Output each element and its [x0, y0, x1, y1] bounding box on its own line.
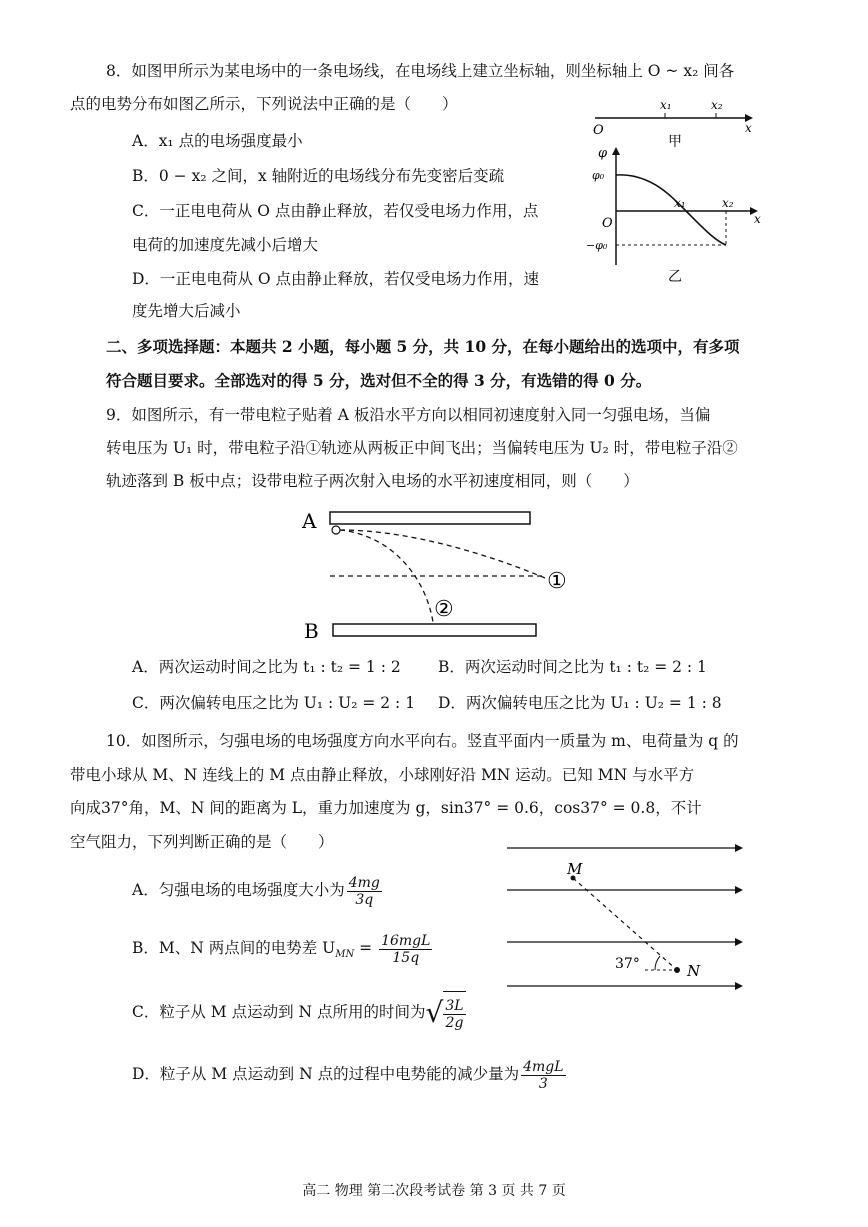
m-label: M [567, 860, 583, 878]
q10-option-b [132, 926, 432, 977]
jia-x1-label: x₁ [660, 98, 672, 112]
q9-option-c: C．两次偏转电压之比为 U₁ : U₂ = 2 : 1 [132, 694, 416, 712]
q10-b-eq: = [354, 939, 378, 957]
q8-stem-line1: 8．如图甲所示为某电场中的一条电场线，在电场线上建立坐标轴，则坐标轴上 O ~ x₂ 间各 [106, 62, 735, 80]
q10-option-a [132, 868, 382, 912]
yi-phi0-label: φ₀ [592, 169, 605, 182]
path1-label: ① [547, 569, 567, 594]
angle-label: 37° [615, 956, 640, 972]
yi-x2-label: x₂ [722, 196, 734, 210]
page-footer: 高二 物理 第二次段考试卷 第 3 页 共 7 页 [302, 1183, 566, 1199]
arrow-right-icon [735, 844, 743, 852]
q10-stem-line3: 向成37°角，M、N 间的距离为 L，重力加速度为 g，sin37° = 0.6，cos37° = 0.8，不计 [70, 799, 702, 817]
q9-option-d: D．两次偏转电压之比为 U₁ : U₂ = 1 : 8 [438, 694, 722, 712]
q10-option-c [132, 990, 466, 1036]
q10-option-d [132, 1052, 566, 1096]
q10-stem-line4: 空气阻力，下列判断正确的是（ ） [70, 833, 334, 851]
q8-option-b: B．0 − x₂ 之间，x 轴附近的电场线分布先变密后变疏 [132, 167, 505, 185]
q10-c-text: C．粒子从 M 点运动到 N 点所用的时间为 [132, 1003, 426, 1021]
q10-stem-line2: 带电小球从 M、N 连线上的 M 点由静止释放，小球刚好沿 MN 运动。已知 MN 与水平方 [70, 766, 695, 784]
q9-stem-line1: 9．如图所示，有一带电粒子贴着 A 板沿水平方向以相同初速度射入同一匀强电场，当偏 [106, 406, 711, 424]
jia-x2-label: x₂ [711, 98, 723, 112]
arrow-right-icon [735, 938, 743, 946]
q8-option-d-line1: D．一正电电荷从 O 点由静止释放，若仅受电场力作用，速 [132, 270, 539, 288]
arrow-right-icon [735, 886, 743, 894]
q9-figure [300, 500, 590, 650]
yi-phi-label: φ [598, 146, 608, 161]
q10-c-num: 3L [445, 998, 464, 1015]
q10-a-num: 4mg [348, 874, 380, 891]
q10-d-fraction [521, 1059, 565, 1092]
q10-d-den: 3 [538, 1075, 548, 1092]
q10-c-sqrt: √ $\frac{3L}{2g}$ [426, 990, 466, 1036]
q8-option-a: A．x₁ 点的电场强度最小 [132, 132, 303, 150]
q8-figure-yi [586, 145, 770, 290]
q9-option-b: B．两次运动时间之比为 t₁ : t₂ = 2 : 1 [438, 658, 707, 676]
plate-b-label: B [304, 619, 319, 643]
yi-x-label: x [754, 212, 761, 226]
yi-x1-label: x₁ [674, 196, 686, 210]
jia-o-label: O [593, 123, 604, 138]
path2-label: ② [434, 597, 454, 622]
plate-b [333, 624, 536, 636]
q8-option-c-line2: 电荷的加速度先减小后增大 [132, 236, 319, 254]
q10-figure [505, 838, 750, 998]
q10-b-den: 15q [392, 949, 420, 966]
yi-o-label: O [602, 216, 613, 231]
yi-caption: 乙 [668, 269, 682, 285]
particle [332, 526, 340, 534]
trajectory-1 [340, 530, 545, 578]
jia-caption: 甲 [668, 134, 682, 150]
potential-curve [616, 175, 726, 245]
q8-figure-jia [585, 92, 765, 152]
q10-a-den: 3q [355, 891, 374, 908]
q9-stem-line3: 轨迹落到 B 板中点；设带电粒子两次射入电场的水平初速度相同，则（ ） [106, 472, 639, 490]
section2-line2: 符合题目要求。全部选对的得 5 分，选对但不全的得 3 分，有选错的得 0 分。 [106, 371, 652, 390]
q10-d-text: D．粒子从 M 点运动到 N 点的过程中电势能的减少量为 [132, 1065, 520, 1083]
q9-option-a: A．两次运动时间之比为 t₁ : t₂ = 1 : 2 [132, 658, 401, 676]
yi-neg-phi0-label: −φ₀ [586, 239, 608, 252]
q10-a-fraction [347, 875, 382, 908]
q10-b-text: B．M、N 两点间的电势差 U [132, 939, 336, 957]
plate-a [330, 512, 530, 524]
q10-b-sub: MN [335, 949, 355, 961]
q10-d-num: 4mgL [523, 1058, 564, 1075]
q10-a-text: A．匀强电场的电场强度大小为 [132, 881, 345, 899]
plate-a-label: A [302, 509, 317, 533]
q10-b-fraction [379, 933, 432, 966]
q8-option-d-line2: 度先增大后减小 [132, 302, 241, 320]
n-label: N [687, 962, 701, 980]
q8-option-c-line1: C．一正电电荷从 O 点由静止释放，若仅受电场力作用，点 [132, 202, 539, 220]
arrow-right-icon [735, 982, 743, 990]
q9-stem-line2: 转电压为 U₁ 时，带电粒子沿①轨迹从两板正中间飞出；当偏转电压为 U₂ 时，带电粒子沿② [106, 439, 738, 457]
q10-b-num: 16mgL [381, 932, 431, 949]
section2-line1: 二、多项选择题：本题共 2 小题，每小题 5 分，共 10 分，在每小题给出的选项中，有多项 [106, 337, 740, 356]
jia-x-label: x [745, 121, 752, 135]
arrow-up-icon [612, 147, 620, 155]
q10-c-den: 2g [445, 1015, 464, 1032]
q8-stem-line2: 点的电势分布如图乙所示，下列说法中正确的是（ ） [70, 95, 458, 113]
q10-stem-line1: 10．如图所示，匀强电场的电场强度方向水平向右。竖直平面内一质量为 m、电荷量为 q 的 [106, 732, 739, 750]
